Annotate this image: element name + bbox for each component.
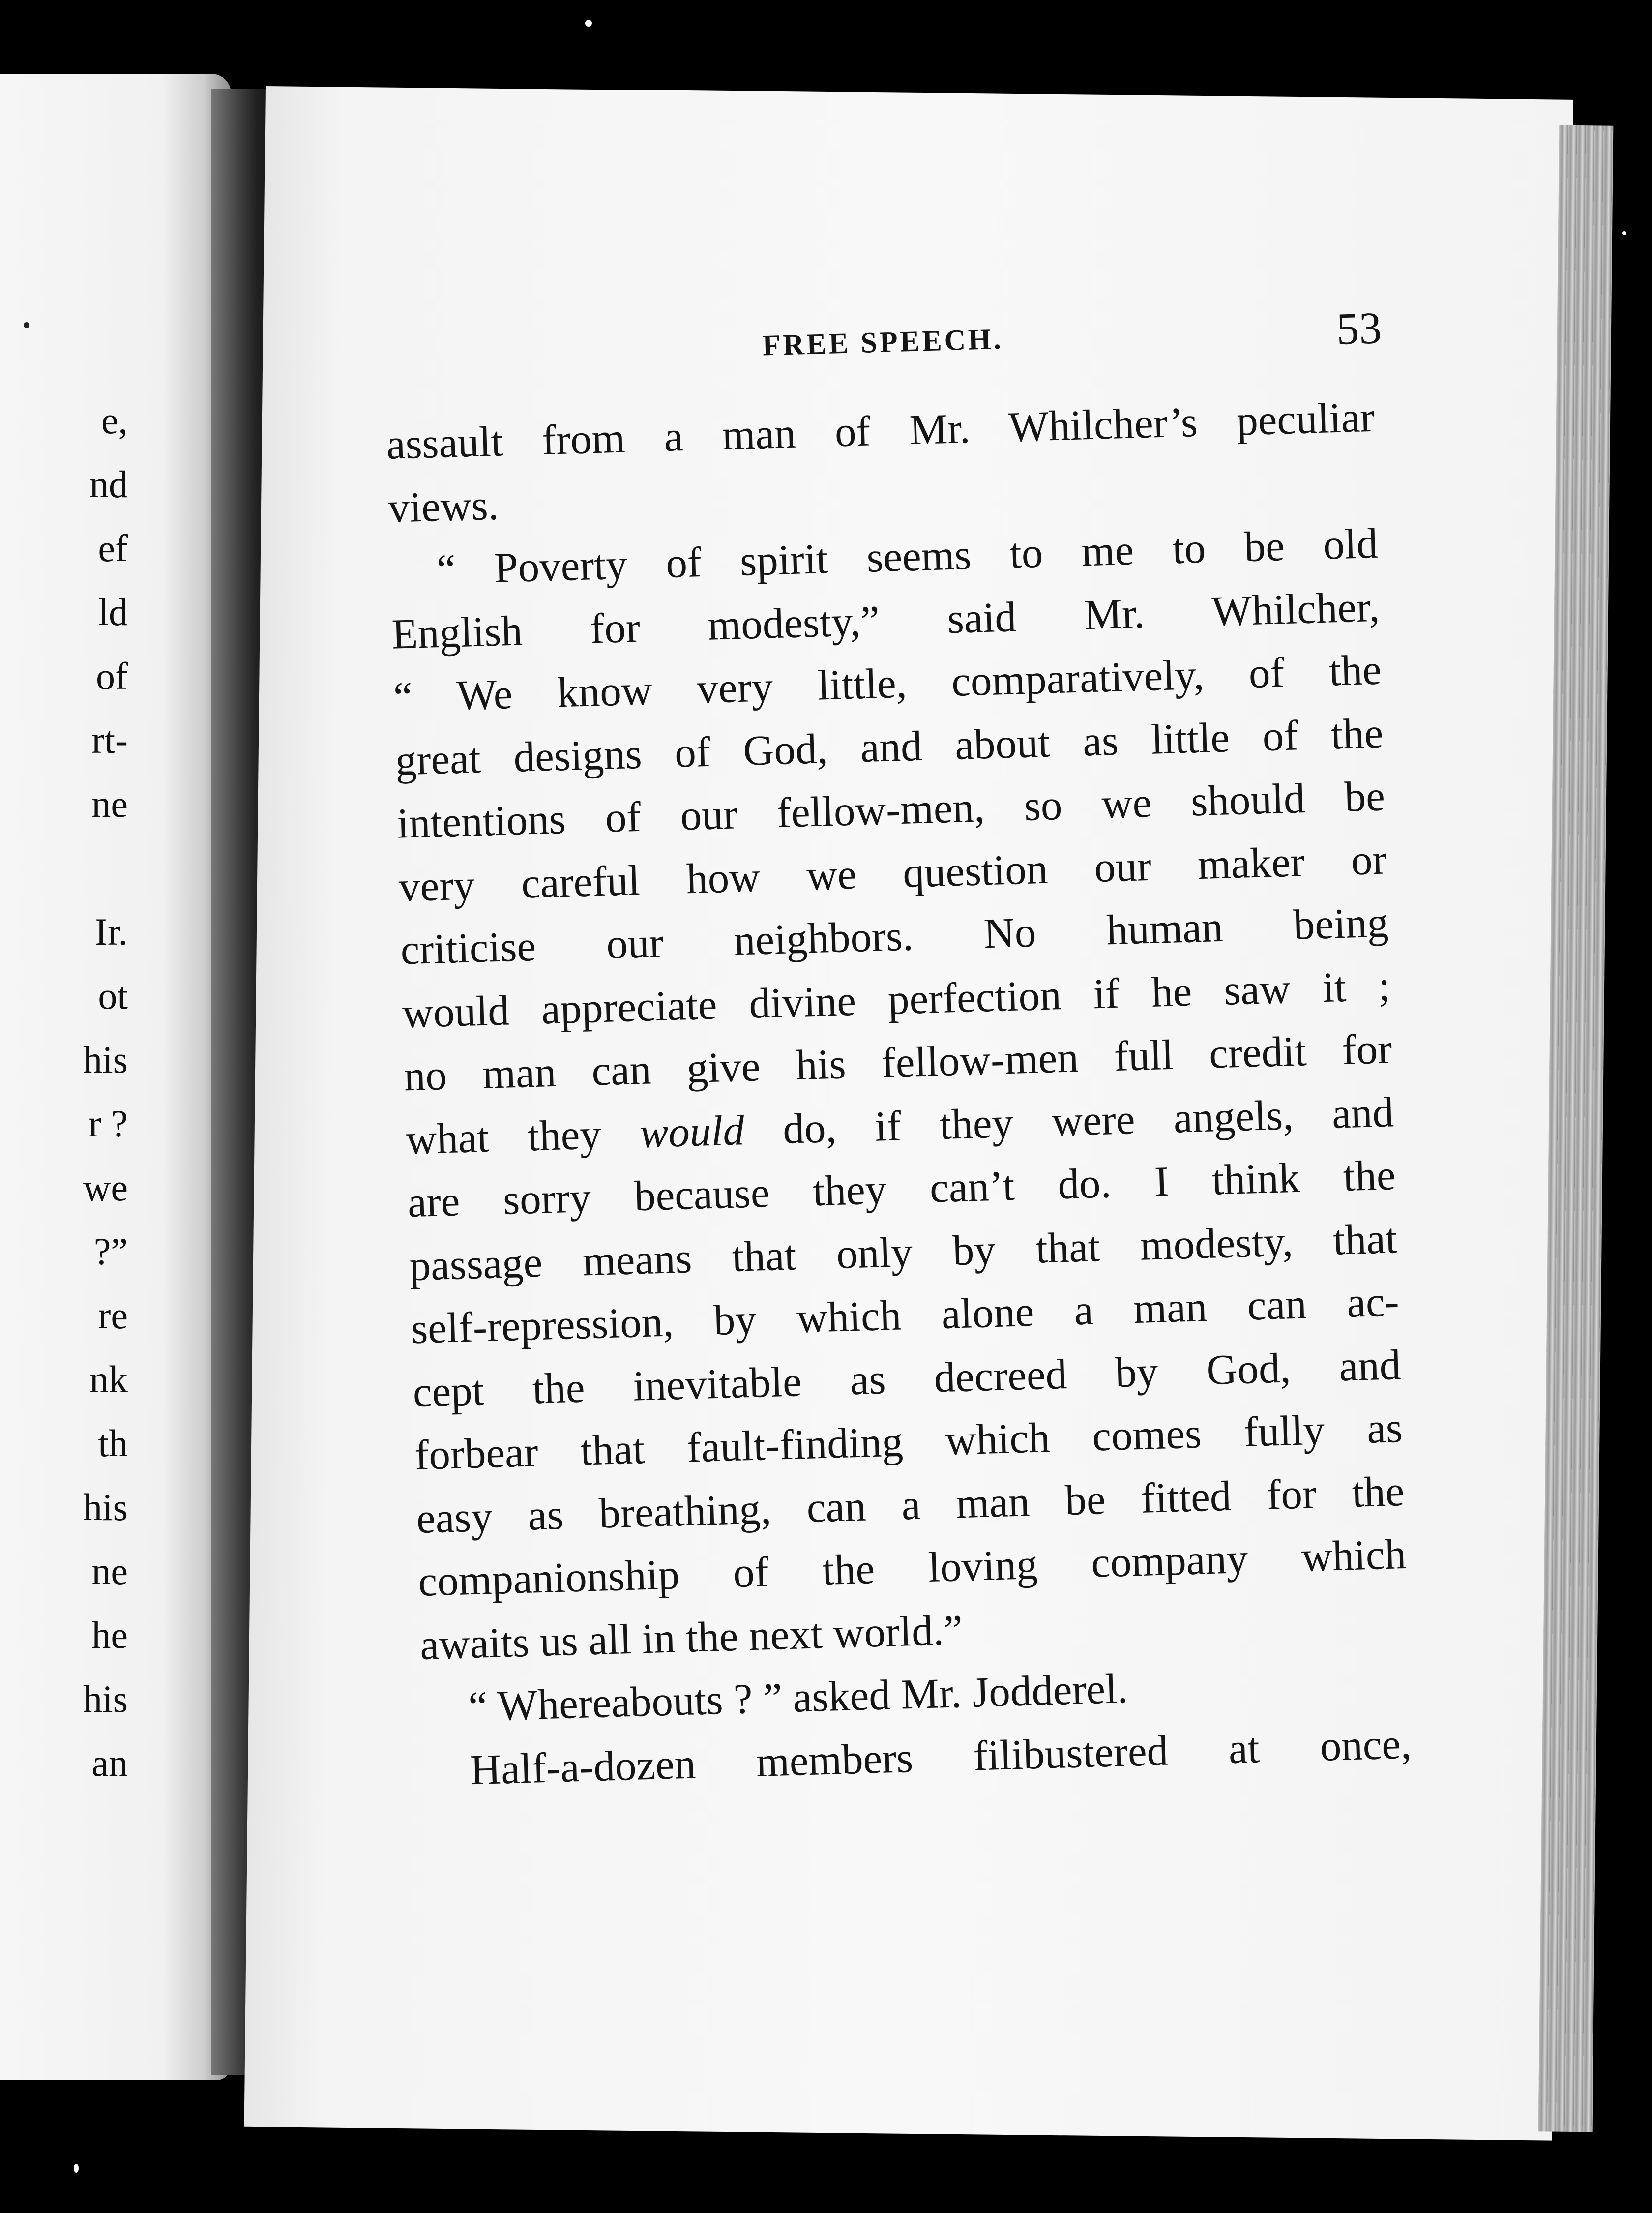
text-line: intentions of our fellow-men, so we should be bbox=[396, 772, 1386, 847]
text-line: would appreciate divine perfection if he saw it ; bbox=[401, 961, 1391, 1037]
text-line: “ Poverty of spirit seems to me to be old bbox=[436, 519, 1379, 594]
text-line: cept the inevitable as decreed by God, and bbox=[412, 1340, 1402, 1416]
left-fragment: ne bbox=[91, 782, 128, 825]
text-line: assault from a man of Mr. Whilcher’s peculiar bbox=[385, 392, 1375, 468]
left-fragment: ?” bbox=[93, 1230, 128, 1273]
text-line: views. bbox=[387, 480, 500, 532]
italic-word: would bbox=[639, 1106, 745, 1157]
page-text-block bbox=[384, 302, 1412, 1803]
text-line: “ We know very little, comparatively, of the bbox=[392, 645, 1382, 721]
left-fragment: ef bbox=[98, 527, 128, 569]
left-fragment: he bbox=[91, 1614, 128, 1656]
page-number: 53 bbox=[1335, 302, 1383, 354]
left-fragment: nk bbox=[89, 1358, 128, 1401]
left-fragment: nd bbox=[89, 463, 128, 506]
film-speck bbox=[585, 20, 592, 27]
body-text bbox=[385, 386, 1412, 1803]
left-fragment: an bbox=[91, 1741, 128, 1784]
text-run: do, if they were angels, and bbox=[743, 1087, 1394, 1154]
text-line: English for modesty,” said Mr. Whilcher, bbox=[391, 582, 1381, 658]
text-line: easy as breathing, can a man be fitted for the bbox=[415, 1466, 1405, 1542]
header-title: FREE SPEECH. bbox=[762, 322, 1004, 362]
left-fragment: re bbox=[98, 1294, 128, 1337]
ink-speck bbox=[24, 322, 30, 328]
left-fragment: ne bbox=[91, 1550, 128, 1592]
left-fragment: ot bbox=[98, 974, 128, 1017]
text-line: companionship of the loving company which bbox=[417, 1529, 1407, 1605]
left-page-text-fragments bbox=[0, 389, 128, 1795]
text-line: very careful how we question our maker or bbox=[398, 835, 1387, 911]
text-line: self-repression, by which alone a man can ac- bbox=[410, 1277, 1400, 1353]
left-fragment: his bbox=[83, 1038, 128, 1081]
film-speck bbox=[1622, 231, 1626, 235]
text-line: Half-a-dozen members filibustered at once, bbox=[469, 1719, 1412, 1794]
left-fragment: e, bbox=[101, 399, 128, 442]
text-line: great designs of God, and about as little of the bbox=[394, 709, 1384, 784]
text-line: criticise our neighbors. No human being bbox=[400, 898, 1389, 974]
left-fragment: ld bbox=[98, 591, 128, 633]
left-fragment: his bbox=[83, 1677, 128, 1720]
left-fragment: rt- bbox=[91, 718, 128, 761]
left-fragment: th bbox=[98, 1422, 128, 1465]
text-line: are sorry because they can’t do. I think the bbox=[407, 1151, 1396, 1226]
text-line: awaits us all in the next world.” bbox=[419, 1605, 964, 1669]
film-speck bbox=[74, 2164, 79, 2173]
left-fragment: r ? bbox=[88, 1102, 128, 1145]
left-fragment: his bbox=[83, 1486, 128, 1528]
left-fragment: Ir. bbox=[94, 910, 128, 953]
text-line: “ Whereabouts ? ” asked Mr. Jodderel. bbox=[468, 1664, 1129, 1731]
text-line: passage means that only by that modesty, that bbox=[409, 1214, 1398, 1289]
left-fragment: of bbox=[96, 655, 128, 697]
text-line: no man can give his fellow-men full credit for bbox=[403, 1024, 1393, 1100]
left-fragment bbox=[0, 836, 128, 900]
text-run: what they bbox=[405, 1108, 641, 1163]
text-line: forbear that fault-finding which comes fully as bbox=[414, 1404, 1403, 1479]
left-fragment: we bbox=[83, 1166, 128, 1209]
